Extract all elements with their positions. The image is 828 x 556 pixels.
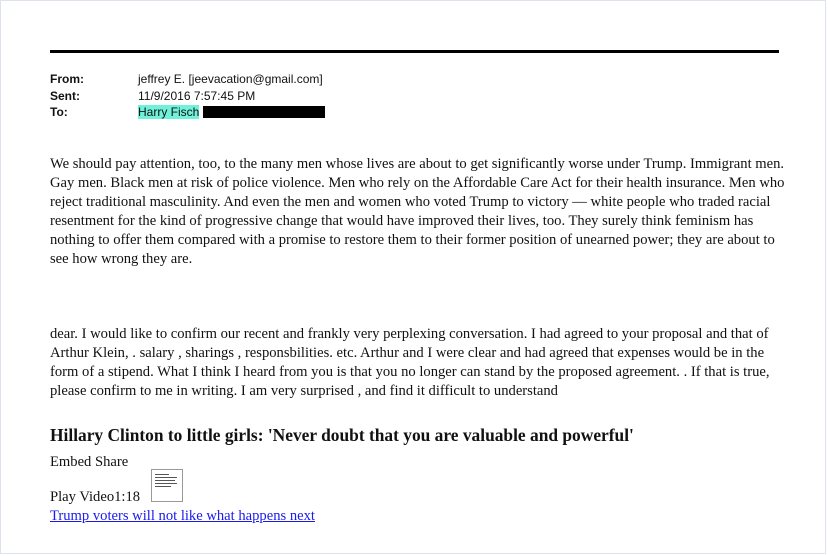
to-value: Harry Fisch (138, 105, 200, 119)
play-video-text[interactable]: Play Video1:18 (50, 489, 141, 505)
embed-share-text[interactable]: Embed Share (50, 454, 129, 470)
body-paragraph-2: dear. I would like to confirm our recent and frankly very perplexing conversation. I had agreed to your proposal and that of Arthur Klein, . salary , sharings , responsbilities. etc. Arthur and I were clear and had agreed that expenses would be in the form of a stipend. What I think I heard from you is that you no longer can stand by the proposed agreement. . If that is true, please confirm to me in writing. I am very surprised , and find it difficult to understand (50, 326, 770, 399)
from-label: From: (50, 72, 84, 86)
sent-label: Sent: (50, 89, 80, 103)
to-value-wrap (138, 104, 325, 120)
article-headline: Hillary Clinton to little girls: 'Never doubt that you are valuable and powerful' (50, 425, 634, 445)
from-value: jeffrey E. [jeevacation@gmail.com] (138, 72, 323, 86)
video-thumbnail[interactable] (151, 469, 183, 502)
header-rule (50, 50, 779, 53)
article-link[interactable]: Trump voters will not like what happens next (50, 508, 315, 524)
sent-value: 11/9/2016 7:57:45 PM (138, 89, 256, 103)
body-paragraph-1: We should pay attention, too, to the many men whose lives are about to get significantly worse under Trump. Immigrant men. Gay men. Black men at risk of police violence. Men who rely on the Affordable Care Act for their health insurance. Men who reject traditional masculinity. And even the men and women who voted Trump to victory — white people who traded racial resentment for the kind of progressive change that would have improved their lives, too. They surely think feminism has nothing to offer them compared with a promise to restore them to their former position of unearned power; they are about to see how wrong they are. (50, 156, 785, 267)
to-label: To: (50, 105, 68, 119)
redaction-bar (203, 106, 325, 118)
